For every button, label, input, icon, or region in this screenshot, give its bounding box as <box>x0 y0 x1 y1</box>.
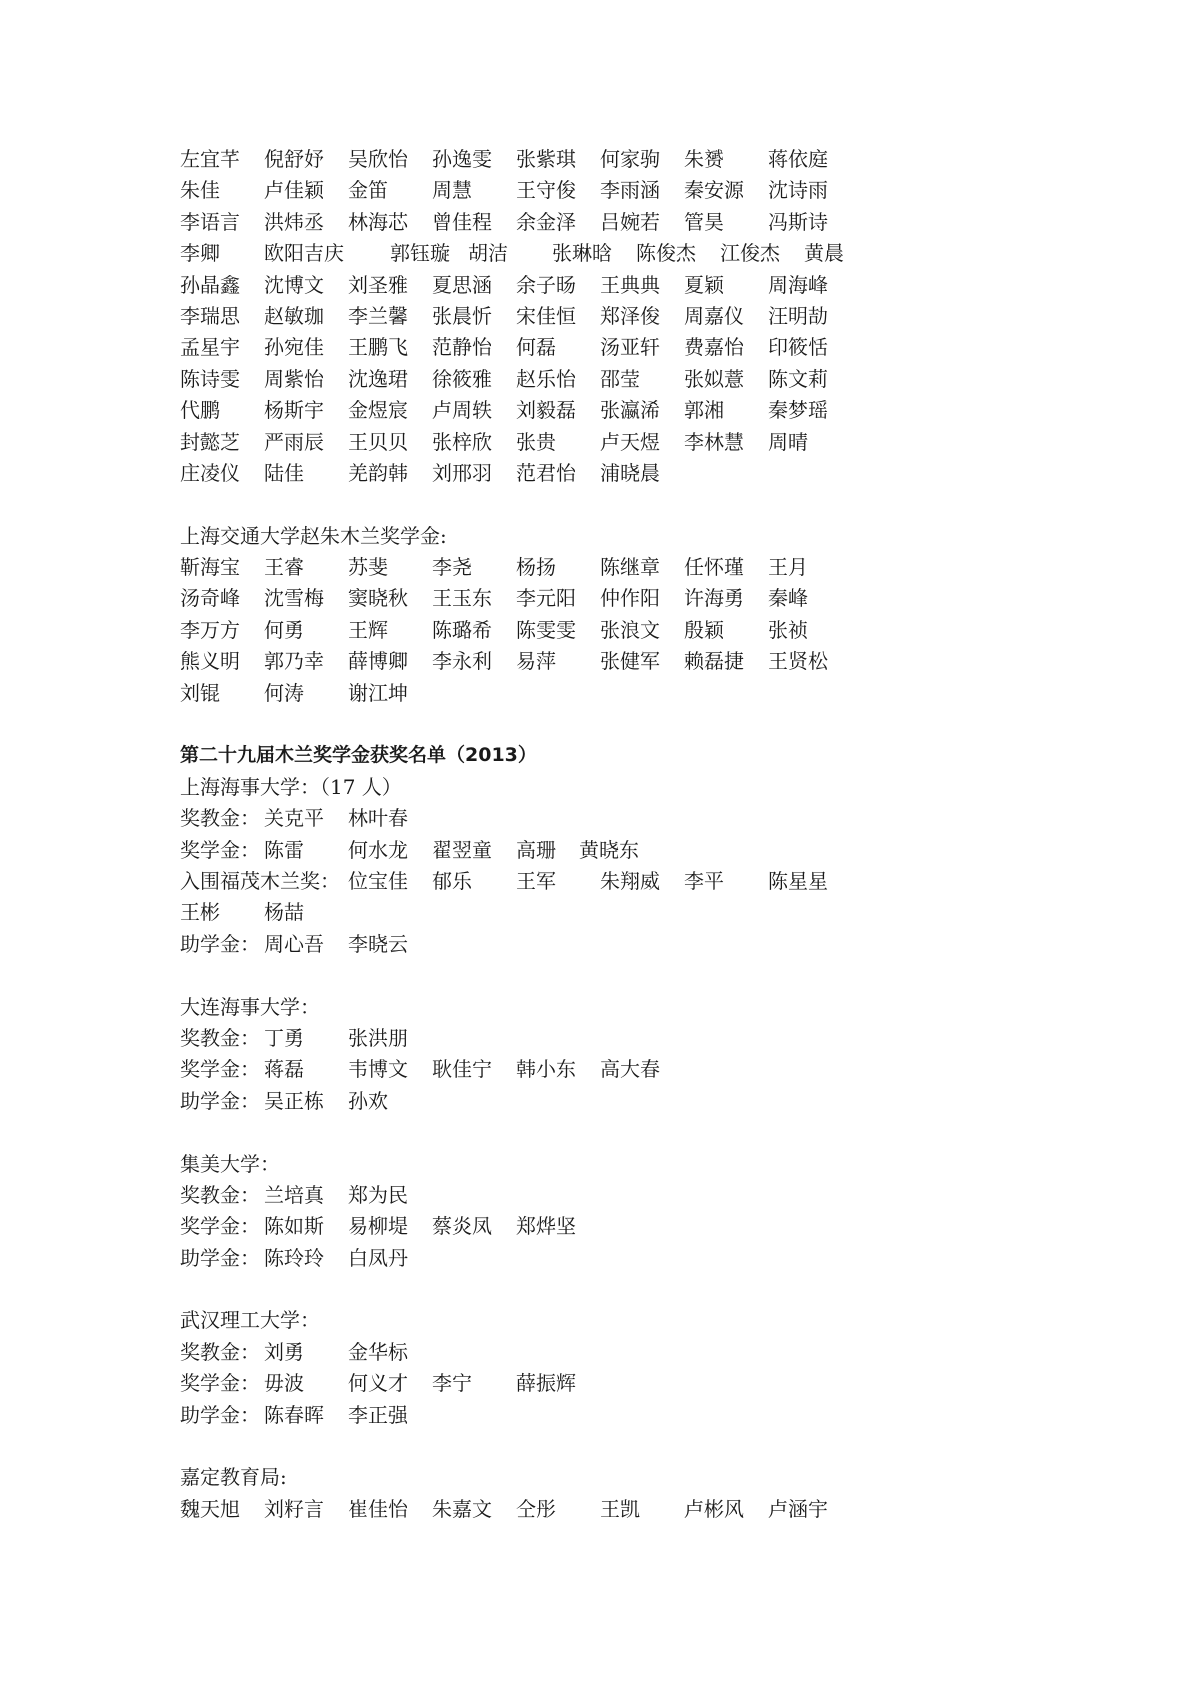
name-cell: 范君怡 <box>516 460 576 485</box>
dlmu-section <box>180 992 888 1118</box>
name-cell: 沈逸珺 <box>348 366 408 391</box>
name-cell: 孟星宇 <box>180 335 240 360</box>
document-content <box>180 144 888 1525</box>
name-cell: 卢天煜 <box>600 429 660 454</box>
name-cell: 关克平 <box>264 806 324 831</box>
name-cell: 蒋磊 <box>264 1057 304 1082</box>
category-label: 奖教金： <box>180 1339 260 1364</box>
name-cell: 黄晓东 <box>579 837 639 862</box>
teaching-award-row <box>180 1023 888 1054</box>
name-cell: 郭湘 <box>684 398 724 423</box>
name-cell: 余子旸 <box>516 272 576 297</box>
name-cell: 夏颖 <box>684 272 724 297</box>
name-cell: 孙欢 <box>348 1088 388 1113</box>
name-cell: 陈俊杰 <box>636 241 696 266</box>
name-cell: 卢彬风 <box>684 1496 744 1521</box>
name-cell: 周嘉仪 <box>684 303 744 328</box>
name-cell: 曾佳程 <box>432 209 492 234</box>
name-cell: 郑烨坚 <box>516 1214 576 1239</box>
name-cell: 周晴 <box>768 429 808 454</box>
name-cell: 李永利 <box>432 649 492 674</box>
scholarship-row <box>180 1368 888 1399</box>
name-cell: 孙逸雯 <box>432 147 492 171</box>
name-cell: 朱赟 <box>684 147 724 171</box>
name-row <box>180 238 888 269</box>
name-cell: 张祯 <box>768 617 808 642</box>
name-cell: 欧阳吉庆 <box>264 241 344 266</box>
name-cell: 李元阳 <box>516 586 576 611</box>
name-cell: 仝彤 <box>516 1496 556 1521</box>
name-cell: 吴正栋 <box>264 1088 324 1113</box>
name-cell: 王军 <box>516 868 556 893</box>
name-cell: 管昊 <box>684 209 724 234</box>
name-cell: 张姒薏 <box>684 366 744 391</box>
name-cell: 邵莹 <box>600 366 640 391</box>
name-cell: 白凤丹 <box>348 1245 408 1270</box>
name-cell: 何磊 <box>516 335 556 360</box>
name-cell: 陈雷 <box>264 837 304 862</box>
name-cell: 崔佳怡 <box>348 1496 408 1521</box>
name-cell: 倪舒妤 <box>264 147 324 171</box>
name-cell: 李卿 <box>180 241 220 266</box>
name-cell: 王鹏飞 <box>348 335 408 360</box>
name-cell: 朱佳 <box>180 178 220 203</box>
name-cell: 陈雯雯 <box>516 617 576 642</box>
name-cell: 刘勇 <box>264 1339 304 1364</box>
name-cell: 何水龙 <box>348 837 408 862</box>
category-label: 助学金： <box>180 931 260 956</box>
name-cell: 林叶春 <box>348 806 408 831</box>
grant-row <box>180 1086 888 1117</box>
name-cell: 汪明劼 <box>768 303 828 328</box>
name-cell: 李平 <box>684 868 724 893</box>
name-cell: 殷颖 <box>684 617 724 642</box>
name-cell: 杨扬 <box>516 555 556 580</box>
name-cell: 陆佳 <box>264 460 304 485</box>
grant-row <box>180 1400 888 1431</box>
category-label: 奖学金： <box>180 1214 260 1239</box>
name-row <box>180 270 888 301</box>
name-cell: 郑为民 <box>348 1182 408 1207</box>
name-cell: 郭乃幸 <box>264 649 324 674</box>
name-cell: 林海芯 <box>348 209 408 234</box>
name-cell: 张瀛浠 <box>600 398 660 423</box>
smu-section <box>180 772 888 960</box>
name-cell: 位宝佳 <box>348 868 408 893</box>
name-cell: 刘锟 <box>180 680 220 705</box>
name-cell: 胡洁 <box>468 241 508 266</box>
name-cell: 李正强 <box>348 1402 408 1427</box>
name-cell: 郭钰璇 <box>390 241 450 266</box>
name-cell: 吕婉若 <box>600 209 660 234</box>
name-cell: 丁勇 <box>264 1025 304 1050</box>
name-cell: 朱嘉文 <box>432 1496 492 1521</box>
category-label: 奖学金： <box>180 1371 260 1396</box>
name-cell: 赵乐怡 <box>516 366 576 391</box>
name-cell: 封懿芝 <box>180 429 240 454</box>
name-row <box>180 615 888 646</box>
name-cell: 杨喆 <box>264 900 304 925</box>
category-label: 奖教金： <box>180 1025 260 1050</box>
name-row <box>180 458 888 489</box>
name-cell: 刘籽言 <box>264 1496 324 1521</box>
name-cell: 汤亚轩 <box>600 335 660 360</box>
grant-row <box>180 1243 888 1274</box>
name-cell: 李万方 <box>180 617 240 642</box>
scholarship-row <box>180 1211 888 1242</box>
name-cell: 张贵 <box>516 429 556 454</box>
category-label: 入围福茂木兰奖： <box>180 868 340 893</box>
name-row <box>180 395 888 426</box>
name-cell: 金华标 <box>348 1339 408 1364</box>
name-cell: 黄晨 <box>804 241 844 266</box>
section-title: 集美大学： <box>180 1151 280 1176</box>
name-row <box>180 332 888 363</box>
name-cell: 陈继章 <box>600 555 660 580</box>
name-cell: 蒋依庭 <box>768 147 828 171</box>
name-cell: 周紫怡 <box>264 366 324 391</box>
name-cell: 李雨涵 <box>600 178 660 203</box>
name-cell: 孙晶鑫 <box>180 272 240 297</box>
name-cell: 刘毅磊 <box>516 398 576 423</box>
name-cell: 李林慧 <box>684 429 744 454</box>
name-cell: 卢周轶 <box>432 398 492 423</box>
name-cell: 周海峰 <box>768 272 828 297</box>
fumao-nominee-row <box>180 866 888 897</box>
spacer <box>180 1274 888 1305</box>
name-cell: 陈诗雯 <box>180 366 240 391</box>
name-row <box>180 301 888 332</box>
name-cell: 王彬 <box>180 900 220 925</box>
name-cell: 张洪朋 <box>348 1025 408 1050</box>
name-cell: 印筱恬 <box>768 335 828 360</box>
name-cell: 刘邢羽 <box>432 460 492 485</box>
name-cell: 刘圣雅 <box>348 272 408 297</box>
name-cell: 谢江坤 <box>348 680 408 705</box>
name-cell: 吴欣怡 <box>348 147 408 171</box>
name-cell: 范静怡 <box>432 335 492 360</box>
grant-row <box>180 929 888 960</box>
name-cell: 金煜宸 <box>348 398 408 423</box>
name-cell: 江俊杰 <box>720 241 780 266</box>
name-cell: 李尧 <box>432 555 472 580</box>
name-cell: 李兰馨 <box>348 303 408 328</box>
name-cell: 熊义明 <box>180 649 240 674</box>
spacer <box>180 709 888 740</box>
teaching-award-row <box>180 803 888 834</box>
name-row <box>180 144 888 175</box>
name-cell: 赵敏珈 <box>264 303 324 328</box>
name-cell: 窦晓秋 <box>348 586 408 611</box>
teaching-award-row <box>180 1337 888 1368</box>
teaching-award-row <box>180 1180 888 1211</box>
name-cell: 何家驹 <box>600 147 660 171</box>
name-cell: 王贝贝 <box>348 429 408 454</box>
name-cell: 高珊 <box>516 837 556 862</box>
name-cell: 薛振辉 <box>516 1371 576 1396</box>
name-cell: 任怀瑾 <box>684 555 744 580</box>
name-row <box>180 678 888 709</box>
name-list-continued <box>180 144 888 489</box>
name-cell: 严雨辰 <box>264 429 324 454</box>
name-row <box>180 1494 888 1525</box>
name-cell: 左宜芊 <box>180 147 240 171</box>
award-list-heading: 第二十九届木兰奖学金获奖名单（2013） <box>180 744 537 767</box>
name-cell: 张浪文 <box>600 617 660 642</box>
name-cell: 兰培真 <box>264 1182 324 1207</box>
name-cell: 李宁 <box>432 1371 472 1396</box>
name-cell: 王守俊 <box>516 178 576 203</box>
name-cell: 陈星星 <box>768 868 828 893</box>
sjtu-section <box>180 521 888 709</box>
section-title: 嘉定教育局: <box>180 1465 287 1490</box>
spacer <box>180 960 888 991</box>
name-cell: 韩小东 <box>516 1057 576 1082</box>
name-cell: 王凯 <box>600 1496 640 1521</box>
name-cell: 翟翌童 <box>432 837 492 862</box>
name-cell: 陈文莉 <box>768 366 828 391</box>
name-cell: 王月 <box>768 555 808 580</box>
name-cell: 徐筱雅 <box>432 366 492 391</box>
name-cell: 夏思涵 <box>432 272 492 297</box>
name-cell: 卢涵宇 <box>768 1496 828 1521</box>
section-title: 武汉理工大学： <box>180 1308 320 1333</box>
name-cell: 易柳堤 <box>348 1214 408 1239</box>
section-title: 大连海事大学： <box>180 994 320 1019</box>
category-label: 助学金： <box>180 1402 260 1427</box>
name-cell: 李瑞思 <box>180 303 240 328</box>
category-label: 奖教金： <box>180 806 260 831</box>
name-cell: 余金泽 <box>516 209 576 234</box>
name-cell: 周心吾 <box>264 931 324 956</box>
name-cell: 何勇 <box>264 617 304 642</box>
name-cell: 羌韵韩 <box>348 460 408 485</box>
category-label: 奖学金： <box>180 1057 260 1082</box>
name-cell: 王贤松 <box>768 649 828 674</box>
name-row <box>180 364 888 395</box>
name-cell: 浦晓晨 <box>600 460 660 485</box>
name-cell: 郁乐 <box>432 868 472 893</box>
name-cell: 王典典 <box>600 272 660 297</box>
name-cell: 代鹏 <box>180 398 220 423</box>
name-row <box>180 583 888 614</box>
name-cell: 何涛 <box>264 680 304 705</box>
name-cell: 薛博卿 <box>348 649 408 674</box>
jmu-section <box>180 1149 888 1275</box>
name-cell: 金笛 <box>348 178 388 203</box>
fumao-nominee-row-continued <box>180 897 888 928</box>
spacer <box>180 1431 888 1462</box>
name-cell: 易萍 <box>516 649 556 674</box>
name-cell: 杨斯宇 <box>264 398 324 423</box>
name-cell: 王睿 <box>264 555 304 580</box>
name-cell: 何义才 <box>348 1371 408 1396</box>
whut-section <box>180 1305 888 1431</box>
name-cell: 沈博文 <box>264 272 324 297</box>
category-label: 奖教金： <box>180 1182 260 1207</box>
name-cell: 秦安源 <box>684 178 744 203</box>
name-cell: 张健军 <box>600 649 660 674</box>
name-cell: 宋佳恒 <box>516 303 576 328</box>
name-cell: 魏天旭 <box>180 1496 240 1521</box>
name-cell: 李晓云 <box>348 931 408 956</box>
name-row <box>180 207 888 238</box>
name-cell: 苏斐 <box>348 555 388 580</box>
name-cell: 高大春 <box>600 1057 660 1082</box>
name-cell: 耿佳宁 <box>432 1057 492 1082</box>
name-cell: 秦峰 <box>768 586 808 611</box>
name-cell: 卢佳颖 <box>264 178 324 203</box>
name-cell: 赖磊捷 <box>684 649 744 674</box>
name-cell: 汤奇峰 <box>180 586 240 611</box>
name-cell: 韦博文 <box>348 1057 408 1082</box>
spacer <box>180 489 888 520</box>
name-cell: 沈诗雨 <box>768 178 828 203</box>
jiading-section <box>180 1462 888 1525</box>
name-row <box>180 427 888 458</box>
name-cell: 沈雪梅 <box>264 586 324 611</box>
name-cell: 张紫琪 <box>516 147 576 171</box>
name-row <box>180 552 888 583</box>
category-label: 助学金： <box>180 1088 260 1113</box>
name-cell: 陈璐希 <box>432 617 492 642</box>
name-row <box>180 646 888 677</box>
name-cell: 孙宛佳 <box>264 335 324 360</box>
name-cell: 靳海宝 <box>180 555 240 580</box>
scholarship-row <box>180 835 888 866</box>
name-cell: 费嘉怡 <box>684 335 744 360</box>
name-cell: 庄凌仪 <box>180 460 240 485</box>
name-cell: 王辉 <box>348 617 388 642</box>
spacer <box>180 1117 888 1148</box>
section-title: 上海海事大学：（17 人） <box>180 774 402 799</box>
name-cell: 王玉东 <box>432 586 492 611</box>
name-cell: 毋波 <box>264 1371 304 1396</box>
name-cell: 陈如斯 <box>264 1214 324 1239</box>
name-cell: 秦梦瑶 <box>768 398 828 423</box>
name-cell: 张梓欣 <box>432 429 492 454</box>
name-cell: 周慧 <box>432 178 472 203</box>
category-label: 奖学金： <box>180 837 260 862</box>
section-title: 上海交通大学赵朱木兰奖学金: <box>180 523 447 548</box>
name-cell: 张琳晗 <box>552 241 612 266</box>
name-cell: 蔡炎凤 <box>432 1214 492 1239</box>
name-cell: 朱翔威 <box>600 868 660 893</box>
name-cell: 陈春晖 <box>264 1402 324 1427</box>
name-cell: 郑泽俊 <box>600 303 660 328</box>
name-cell: 许海勇 <box>684 586 744 611</box>
name-cell: 仲作阳 <box>600 586 660 611</box>
name-row <box>180 175 888 206</box>
scholarship-row <box>180 1054 888 1085</box>
category-label: 助学金： <box>180 1245 260 1270</box>
name-cell: 李语言 <box>180 209 240 234</box>
name-cell: 张晨忻 <box>432 303 492 328</box>
name-cell: 陈玲玲 <box>264 1245 324 1270</box>
name-cell: 冯斯诗 <box>768 209 828 234</box>
name-cell: 洪炜丞 <box>264 209 324 234</box>
